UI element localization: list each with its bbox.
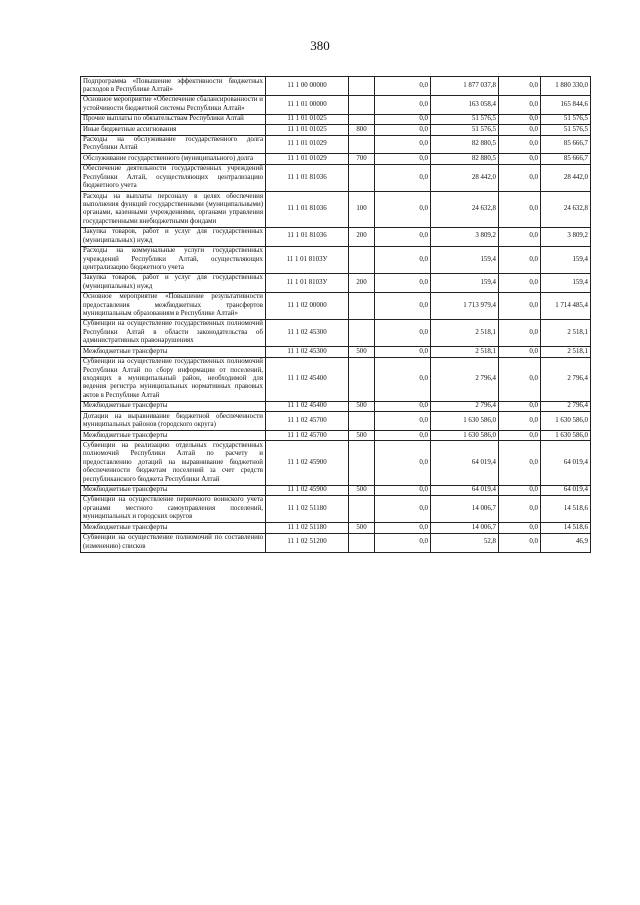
amount-cell: 2 796,4 (431, 401, 499, 411)
target-code-cell: 11 1 02 45400 (266, 357, 349, 401)
row-name-cell: Межбюджетные трансферты (81, 401, 266, 411)
table-row (81, 192, 591, 228)
amount-cell: 0,0 (499, 412, 541, 431)
row-name-cell: Основное мероприятие «Повышение результативности предоставления межбюджетных трансфертов муниципальным образованиям в Республике Алтай» (81, 292, 266, 319)
amount-cell: 0,0 (375, 431, 431, 441)
amount-cell: 0,0 (499, 164, 541, 191)
row-name-cell: Закупка товаров, работ и услуг для государственных (муниципальных) нужд (81, 273, 266, 292)
amount-cell: 0,0 (499, 485, 541, 495)
amount-cell: 28 442,0 (541, 164, 591, 191)
table-row (81, 485, 591, 495)
table-row (81, 154, 591, 164)
amount-cell: 165 844,6 (541, 95, 591, 114)
expense-type-cell (349, 135, 375, 154)
expense-type-cell (349, 441, 375, 485)
amount-cell: 0,0 (499, 77, 541, 96)
amount-cell: 2 518,1 (541, 319, 591, 346)
amount-cell: 46,9 (541, 533, 591, 552)
amount-cell: 0,0 (375, 135, 431, 154)
amount-cell: 0,0 (375, 533, 431, 552)
row-name-cell: Субвенции на осуществление полномочий по составлению (изменению) списков (81, 533, 266, 552)
target-code-cell: 11 1 02 51180 (266, 523, 349, 533)
amount-cell: 64 019,4 (431, 441, 499, 485)
expense-type-cell (349, 114, 375, 124)
amount-cell: 14 518,6 (541, 495, 591, 522)
row-name-cell: Закупка товаров, работ и услуг для государственных (муниципальных) нужд (81, 227, 266, 246)
expense-type-cell: 500 (349, 431, 375, 441)
amount-cell: 159,4 (541, 273, 591, 292)
amount-cell: 159,4 (431, 273, 499, 292)
amount-cell: 0,0 (499, 135, 541, 154)
target-code-cell: 11 1 01 8103У (266, 273, 349, 292)
amount-cell: 163 058,4 (431, 95, 499, 114)
target-code-cell: 11 1 01 01025 (266, 114, 349, 124)
table-row (81, 319, 591, 346)
table-row (81, 431, 591, 441)
amount-cell: 0,0 (499, 273, 541, 292)
expense-type-cell (349, 164, 375, 191)
row-name-cell: Субвенции на осуществление государственных полномочий Республики Алтай по сбору информации от поселений, входящих в муниципальный район, необходимой для ведения регистра муниципальных нормативных правовых актов в Республике Алтай (81, 357, 266, 401)
row-name-cell: Расходы на выплаты персоналу в целях обеспечения выполнения функций государственными (муниципальными) органами, казенными учреждениями, органами управления государственными внебюджетными фондами (81, 192, 266, 228)
page-number: 380 (310, 38, 330, 53)
amount-cell: 0,0 (375, 154, 431, 164)
expense-type-cell: 200 (349, 227, 375, 246)
amount-cell: 0,0 (375, 227, 431, 246)
amount-cell: 159,4 (541, 246, 591, 273)
target-code-cell: 11 1 01 8103У (266, 246, 349, 273)
amount-cell: 51 576,5 (541, 114, 591, 124)
amount-cell: 0,0 (375, 246, 431, 273)
row-name-cell: Субвенции на осуществление государственных полномочий Республики Алтай в области законодательства об административных правонарушениях (81, 319, 266, 346)
row-name-cell: Иные бюджетные ассигнования (81, 125, 266, 135)
target-code-cell: 11 1 02 45300 (266, 319, 349, 346)
table-row (81, 412, 591, 431)
amount-cell: 0,0 (375, 292, 431, 319)
amount-cell: 0,0 (499, 441, 541, 485)
amount-cell: 2 796,4 (541, 357, 591, 401)
amount-cell: 0,0 (499, 533, 541, 552)
amount-cell: 64 019,4 (431, 485, 499, 495)
expense-type-cell (349, 95, 375, 114)
amount-cell: 0,0 (375, 441, 431, 485)
target-code-cell: 11 1 02 45700 (266, 431, 349, 441)
amount-cell: 1 630 586,0 (431, 412, 499, 431)
expense-type-cell (349, 246, 375, 273)
amount-cell: 159,4 (431, 246, 499, 273)
amount-cell: 0,0 (375, 319, 431, 346)
amount-cell: 52,8 (431, 533, 499, 552)
amount-cell: 1 713 979,4 (431, 292, 499, 319)
table-row (81, 292, 591, 319)
amount-cell: 0,0 (375, 357, 431, 401)
expense-type-cell: 500 (349, 347, 375, 357)
row-name-cell: Межбюджетные трансферты (81, 347, 266, 357)
expense-type-cell (349, 357, 375, 401)
amount-cell: 0,0 (499, 154, 541, 164)
amount-cell: 0,0 (499, 192, 541, 228)
expense-type-cell (349, 412, 375, 431)
amount-cell: 0,0 (499, 319, 541, 346)
amount-cell: 0,0 (499, 401, 541, 411)
target-code-cell: 11 1 01 00000 (266, 95, 349, 114)
amount-cell: 2 518,1 (431, 319, 499, 346)
table-row (81, 495, 591, 522)
amount-cell: 0,0 (499, 292, 541, 319)
amount-cell: 1 714 485,4 (541, 292, 591, 319)
row-name-cell: Межбюджетные трансферты (81, 523, 266, 533)
table-row (81, 357, 591, 401)
table-row (81, 441, 591, 485)
row-name-cell: Дотации на выравнивание бюджетной обеспеченности муниципальных районов (городского округа) (81, 412, 266, 431)
target-code-cell: 11 1 02 45900 (266, 485, 349, 495)
expense-type-cell: 500 (349, 401, 375, 411)
amount-cell: 2 518,1 (541, 347, 591, 357)
amount-cell: 64 019,4 (541, 441, 591, 485)
table-row (81, 125, 591, 135)
target-code-cell: 11 1 02 51200 (266, 533, 349, 552)
amount-cell: 0,0 (499, 495, 541, 522)
amount-cell: 0,0 (499, 246, 541, 273)
table-row (81, 347, 591, 357)
expense-type-cell (349, 495, 375, 522)
amount-cell: 0,0 (375, 273, 431, 292)
amount-cell: 0,0 (375, 523, 431, 533)
amount-cell: 28 442,0 (431, 164, 499, 191)
amount-cell: 0,0 (375, 412, 431, 431)
row-name-cell: Обслуживание государственного (муниципального) долга (81, 154, 266, 164)
table-row (81, 401, 591, 411)
amount-cell: 85 666,7 (541, 154, 591, 164)
amount-cell: 0,0 (499, 114, 541, 124)
amount-cell: 51 576,5 (431, 125, 499, 135)
amount-cell: 0,0 (375, 164, 431, 191)
amount-cell: 0,0 (375, 401, 431, 411)
amount-cell: 3 809,2 (431, 227, 499, 246)
amount-cell: 82 880,5 (431, 135, 499, 154)
table-row (81, 533, 591, 552)
table-row (81, 227, 591, 246)
target-code-cell: 11 1 02 45900 (266, 441, 349, 485)
amount-cell: 0,0 (375, 114, 431, 124)
expense-type-cell (349, 292, 375, 319)
amount-cell: 1 880 330,0 (541, 77, 591, 96)
target-code-cell: 11 1 01 81036 (266, 164, 349, 191)
target-code-cell: 11 1 00 00000 (266, 77, 349, 96)
amount-cell: 0,0 (499, 227, 541, 246)
amount-cell: 24 632,8 (541, 192, 591, 228)
amount-cell: 0,0 (375, 192, 431, 228)
amount-cell: 24 632,8 (431, 192, 499, 228)
amount-cell: 1 877 037,8 (431, 77, 499, 96)
amount-cell: 1 630 586,0 (431, 431, 499, 441)
amount-cell: 82 880,5 (431, 154, 499, 164)
target-code-cell: 11 1 02 45700 (266, 412, 349, 431)
target-code-cell: 11 1 01 81036 (266, 227, 349, 246)
amount-cell: 0,0 (499, 357, 541, 401)
row-name-cell: Расходы на коммунальные услуги государственных учреждений Республики Алтай, осуществляющих централизацию бюджетного учета (81, 246, 266, 273)
expense-type-cell: 700 (349, 154, 375, 164)
amount-cell: 64 019,4 (541, 485, 591, 495)
row-name-cell: Межбюджетные трансферты (81, 431, 266, 441)
amount-cell: 0,0 (499, 431, 541, 441)
expense-type-cell: 200 (349, 273, 375, 292)
row-name-cell: Субвенции на осуществление первичного воинского учета органами местного самоуправления поселений, муниципальных и городских округов (81, 495, 266, 522)
amount-cell: 0,0 (499, 347, 541, 357)
amount-cell: 0,0 (375, 77, 431, 96)
amount-cell: 0,0 (375, 95, 431, 114)
row-name-cell: Подпрограмма «Повышение эффективности бюджетных расходов в Республике Алтай» (81, 77, 266, 96)
row-name-cell: Субвенции на реализацию отдельных государственных полномочий Республики Алтай по расчету и предоставлению дотаций на выравнивание бюджетной обеспеченности бюджетам поселений за счет средств республиканского бюджета Республики Алтай (81, 441, 266, 485)
expense-type-cell (349, 77, 375, 96)
row-name-cell: Расходы на обслуживание государственного долга Республики Алтай (81, 135, 266, 154)
target-code-cell: 11 1 02 45300 (266, 347, 349, 357)
amount-cell: 2 796,4 (431, 357, 499, 401)
target-code-cell: 11 1 02 45400 (266, 401, 349, 411)
target-code-cell: 11 1 01 01025 (266, 125, 349, 135)
budget-table (80, 76, 591, 553)
row-name-cell: Основное мероприятие «Обеспечение сбалансированности и устойчивости бюджетной системы Республики Алтай» (81, 95, 266, 114)
amount-cell: 51 576,5 (431, 114, 499, 124)
amount-cell: 51 576,5 (541, 125, 591, 135)
expense-type-cell: 800 (349, 125, 375, 135)
amount-cell: 85 666,7 (541, 135, 591, 154)
amount-cell: 14 006,7 (431, 495, 499, 522)
amount-cell: 0,0 (375, 485, 431, 495)
table-row (81, 164, 591, 191)
table-row (81, 77, 591, 96)
amount-cell: 0,0 (499, 523, 541, 533)
amount-cell: 0,0 (499, 95, 541, 114)
target-code-cell: 11 1 02 51180 (266, 495, 349, 522)
amount-cell: 3 809,2 (541, 227, 591, 246)
row-name-cell: Межбюджетные трансферты (81, 485, 266, 495)
expense-type-cell (349, 533, 375, 552)
target-code-cell: 11 1 01 01029 (266, 154, 349, 164)
amount-cell: 2 518,1 (431, 347, 499, 357)
table-row (81, 135, 591, 154)
target-code-cell: 11 1 01 01029 (266, 135, 349, 154)
expense-type-cell: 500 (349, 523, 375, 533)
table-row (81, 114, 591, 124)
amount-cell: 0,0 (375, 125, 431, 135)
table-row (81, 523, 591, 533)
table-row (81, 273, 591, 292)
expense-type-cell: 500 (349, 485, 375, 495)
amount-cell: 14 518,6 (541, 523, 591, 533)
row-name-cell: Прочие выплаты по обязательствам Республики Алтай (81, 114, 266, 124)
amount-cell: 1 630 586,0 (541, 412, 591, 431)
amount-cell: 0,0 (375, 347, 431, 357)
table-row (81, 95, 591, 114)
row-name-cell: Обеспечение деятельности государственных учреждений Республики Алтай, осуществляющих централизацию бюджетного учета (81, 164, 266, 191)
expense-type-cell (349, 319, 375, 346)
target-code-cell: 11 1 02 00000 (266, 292, 349, 319)
amount-cell: 1 630 586,0 (541, 431, 591, 441)
amount-cell: 0,0 (499, 125, 541, 135)
amount-cell: 0,0 (375, 495, 431, 522)
amount-cell: 2 796,4 (541, 401, 591, 411)
target-code-cell: 11 1 01 81036 (266, 192, 349, 228)
table-row (81, 246, 591, 273)
amount-cell: 14 006,7 (431, 523, 499, 533)
expense-type-cell: 100 (349, 192, 375, 228)
